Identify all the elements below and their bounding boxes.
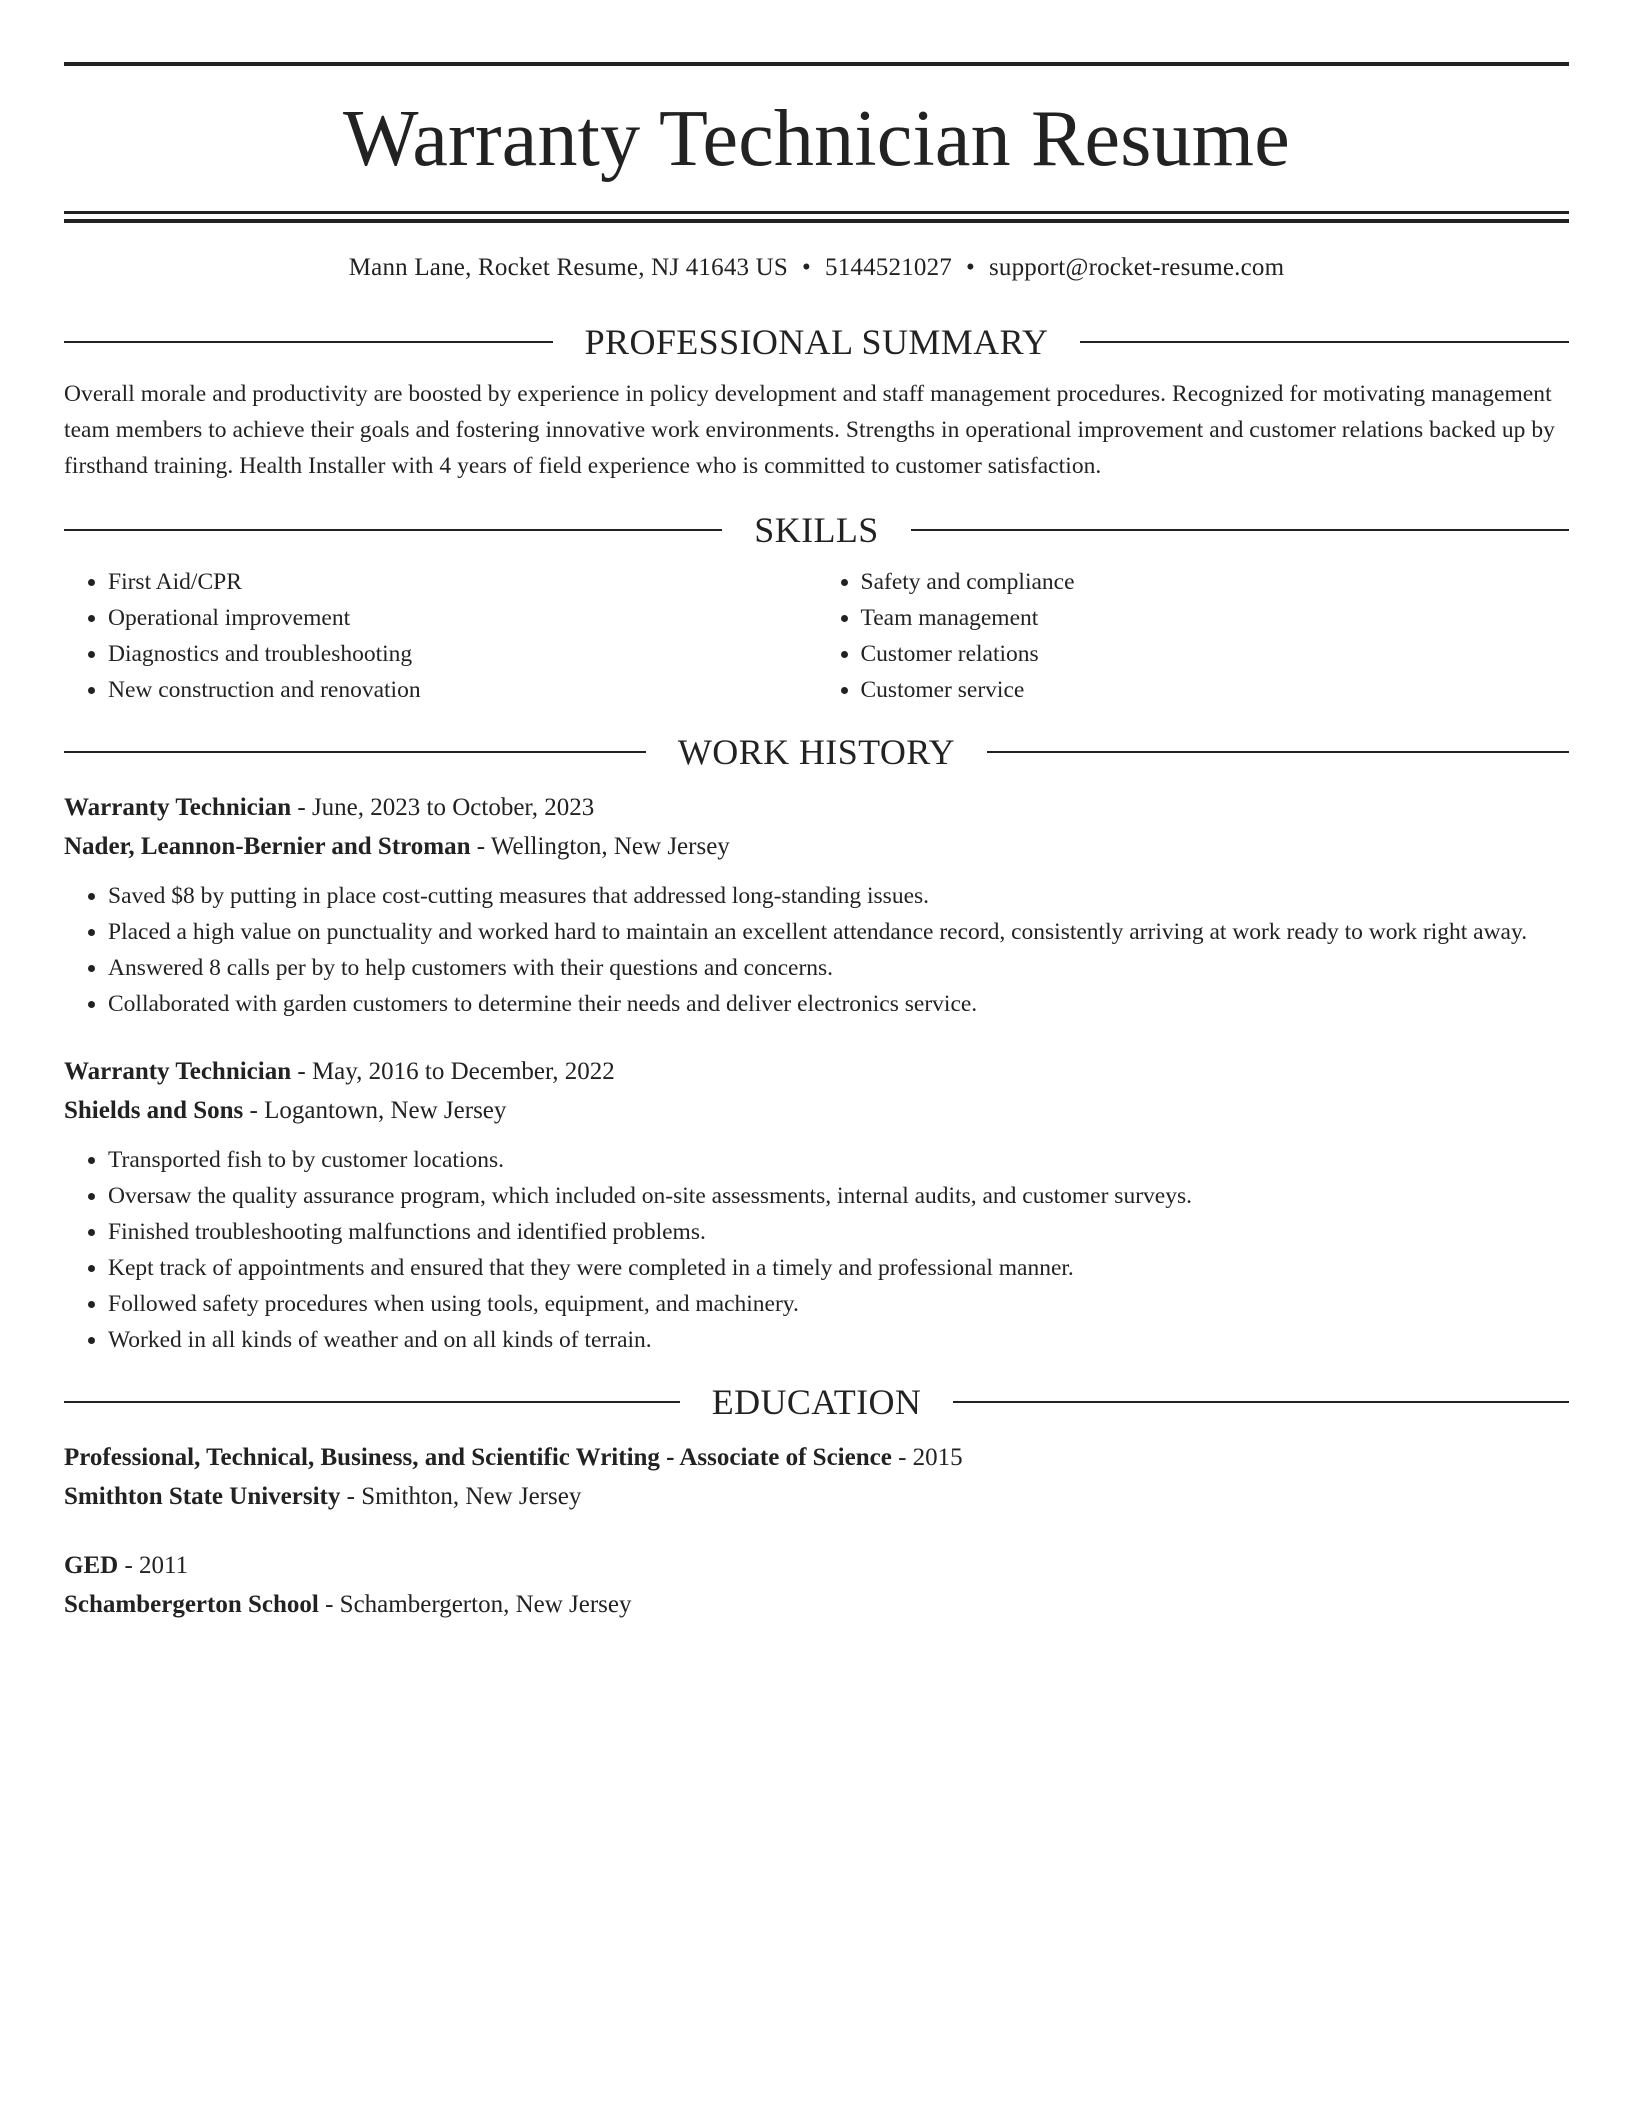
degree: Professional, Technical, Business, and Scientific Writing - Associate of Science xyxy=(64,1444,892,1471)
section-header-skills xyxy=(64,508,1569,552)
education-entry xyxy=(64,1546,1569,1624)
section-rule xyxy=(64,751,646,753)
section-header-education xyxy=(64,1380,1569,1424)
skill-item: • Diagnostics and troubleshooting xyxy=(108,636,817,672)
section-rule xyxy=(911,529,1569,531)
job-bullet: • Worked in all kinds of weather and on all kinds of terrain. xyxy=(108,1322,1569,1358)
section-rule xyxy=(953,1401,1569,1403)
title-double-rule xyxy=(64,211,1569,214)
degree-line xyxy=(64,1546,1569,1585)
school-line xyxy=(64,1477,1569,1516)
section-title-education: EDUCATION xyxy=(711,1382,922,1422)
job-dates: - June, 2023 to October, 2023 xyxy=(291,794,595,821)
skill-item: • First Aid/CPR xyxy=(108,564,817,600)
skill-item: • Safety and compliance xyxy=(861,564,1570,600)
contact-separator: • xyxy=(802,254,811,281)
job-location: - Wellington, New Jersey xyxy=(470,833,730,860)
job-bullet: • Finished troubleshooting malfunctions and identified problems. xyxy=(108,1214,1569,1250)
job-dates: - May, 2016 to December, 2022 xyxy=(291,1058,615,1085)
job-title: Warranty Technician xyxy=(64,1058,292,1085)
job-bullet: • Saved $8 by putting in place cost-cutting measures that addressed long-standing issues. xyxy=(108,878,1569,914)
job-company: Nader, Leannon-Bernier and Stroman xyxy=(64,833,471,860)
skills-list xyxy=(64,564,1569,708)
contact-phone: 5144521027 xyxy=(825,254,952,281)
school: Schambergerton School xyxy=(64,1591,319,1618)
school-location: - Smithton, New Jersey xyxy=(340,1483,582,1510)
job-company: Shields and Sons xyxy=(64,1097,244,1124)
section-header-work-history xyxy=(64,730,1569,774)
job-location: - Logantown, New Jersey xyxy=(243,1097,507,1124)
job-bullet: • Kept track of appointments and ensured that they were completed in a timely and professional manner. xyxy=(108,1250,1569,1286)
contact-separator: • xyxy=(966,254,975,281)
degree-year: - 2011 xyxy=(118,1552,189,1579)
section-title-summary: PROFESSIONAL SUMMARY xyxy=(584,322,1049,362)
job-bullet: • Placed a high value on punctuality and worked hard to maintain an excellent attendance record, consistently arriving at work ready to work right away. xyxy=(108,914,1569,950)
job-bullet: • Collaborated with garden customers to determine their needs and deliver electronics service. xyxy=(108,986,1569,1022)
skill-item: • Customer service xyxy=(861,672,1570,708)
job-title-line xyxy=(64,1052,1569,1091)
school-location: - Schambergerton, New Jersey xyxy=(318,1591,632,1618)
section-title-skills: SKILLS xyxy=(754,510,879,550)
top-rule xyxy=(64,62,1569,66)
degree: GED xyxy=(64,1552,119,1579)
section-header-summary xyxy=(64,320,1569,364)
summary-text: Overall morale and productivity are boosted by experience in policy development and staff management procedures. Recognized for motivating management team members to achieve their goals and fostering innovative work environments. Strengths in operational improvement and customer relations backed up by firsthand training. Health Installer with 4 years of field experience who is committed to customer satisfaction. xyxy=(64,381,1555,479)
section-rule xyxy=(64,529,722,531)
job-bullet: • Oversaw the quality assurance program, which included on-site assessments, internal audits, and customer surveys. xyxy=(108,1178,1569,1214)
school: Smithton State University xyxy=(64,1483,341,1510)
job-bullet: • Followed safety procedures when using tools, equipment, and machinery. xyxy=(108,1286,1569,1322)
contact-address: Mann Lane, Rocket Resume, NJ 41643 US xyxy=(348,254,789,281)
skills-column-left xyxy=(64,564,817,708)
job-company-line xyxy=(64,1091,1569,1130)
job-title: Warranty Technician xyxy=(64,794,292,821)
contact-line xyxy=(64,252,1569,284)
section-rule xyxy=(987,751,1569,753)
job-company-line xyxy=(64,827,1569,866)
section-rule xyxy=(64,1401,680,1403)
skills-column-right xyxy=(817,564,1570,708)
job-bullet: • Answered 8 calls per by to help customers with their questions and concerns. xyxy=(108,950,1569,986)
degree-year: - 2015 xyxy=(891,1444,963,1471)
job-title-line xyxy=(64,788,1569,827)
section-rule xyxy=(1080,341,1569,343)
contact-email: support@rocket-resume.com xyxy=(988,254,1285,281)
job-entry xyxy=(64,1052,1569,1358)
skill-item: • Customer relations xyxy=(861,636,1570,672)
section-title-work-history: WORK HISTORY xyxy=(677,732,956,772)
job-bullets xyxy=(64,1142,1569,1358)
section-rule xyxy=(64,341,553,343)
degree-line xyxy=(64,1438,1569,1477)
page-title: Warranty Technician Resume xyxy=(343,95,1290,183)
job-entry xyxy=(64,788,1569,1022)
skill-item: • New construction and renovation xyxy=(108,672,817,708)
skill-item: • Operational improvement xyxy=(108,600,817,636)
skill-item: • Team management xyxy=(861,600,1570,636)
job-bullet: • Transported fish to by customer locations. xyxy=(108,1142,1569,1178)
school-line xyxy=(64,1585,1569,1624)
job-bullets xyxy=(64,878,1569,1022)
education-entry xyxy=(64,1438,1569,1516)
